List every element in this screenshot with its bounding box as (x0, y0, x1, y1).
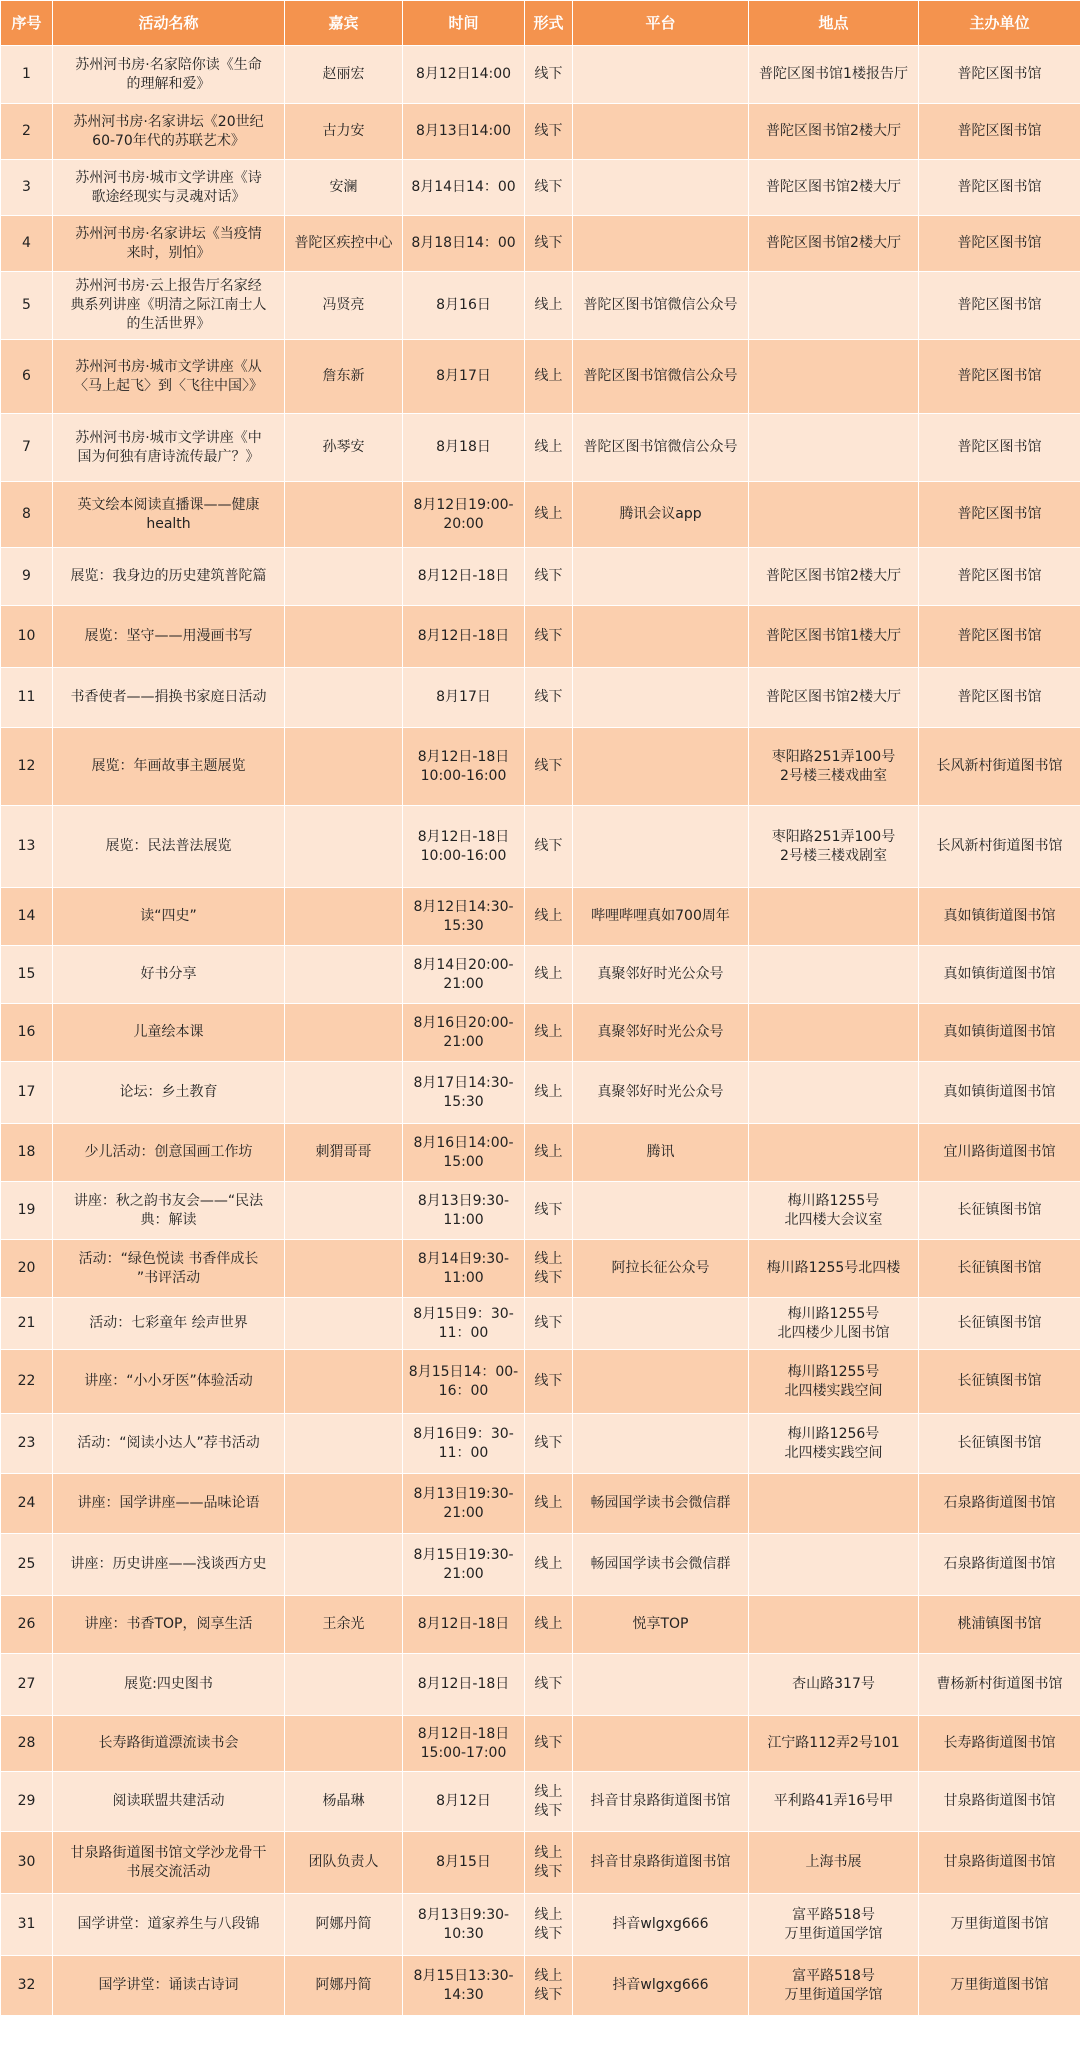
cell-host: 长征镇图书馆 (919, 1414, 1080, 1474)
cell-host: 长风新村街道图书馆 (919, 728, 1080, 806)
cell-time: 8月12日-18日 (403, 606, 525, 668)
table-row (1, 1004, 1080, 1062)
cell-platform (573, 1350, 749, 1414)
cell-guest: 杨晶琳 (285, 1772, 403, 1832)
cell-name: 讲座：国学讲座——品味论语 (53, 1474, 285, 1534)
cell-host: 长征镇图书馆 (919, 1298, 1080, 1350)
cell-platform (573, 1182, 749, 1240)
cell-host: 普陀区图书馆 (919, 160, 1080, 216)
table-row (1, 1772, 1080, 1832)
cell-form: 线下 (525, 668, 573, 728)
cell-place: 普陀区图书馆1楼报告厅 (749, 46, 919, 104)
cell-form: 线上 线下 (525, 1956, 573, 2016)
cell-no: 26 (1, 1596, 53, 1654)
cell-place (749, 1004, 919, 1062)
cell-place: 普陀区图书馆2楼大厅 (749, 104, 919, 160)
cell-name: 苏州河书房·名家讲坛《20世纪 60-70年代的苏联艺术》 (53, 104, 285, 160)
table-row (1, 340, 1080, 414)
cell-platform (573, 216, 749, 272)
cell-no: 29 (1, 1772, 53, 1832)
cell-guest: 赵丽宏 (285, 46, 403, 104)
cell-name: 活动：“阅读小达人”荐书活动 (53, 1414, 285, 1474)
cell-platform: 腾讯会议app (573, 482, 749, 548)
cell-guest (285, 1534, 403, 1596)
table-row (1, 1894, 1080, 1956)
cell-no: 8 (1, 482, 53, 548)
cell-platform: 普陀区图书馆微信公众号 (573, 414, 749, 482)
cell-no: 27 (1, 1654, 53, 1716)
cell-platform (573, 1414, 749, 1474)
cell-place: 枣阳路251弄100号 2号楼三楼戏剧室 (749, 806, 919, 888)
cell-form: 线下 (525, 216, 573, 272)
cell-name: 活动：七彩童年 绘声世界 (53, 1298, 285, 1350)
table-row (1, 1474, 1080, 1534)
cell-place: 普陀区图书馆2楼大厅 (749, 216, 919, 272)
table-row (1, 482, 1080, 548)
cell-host: 甘泉路街道图书馆 (919, 1772, 1080, 1832)
cell-form: 线下 (525, 806, 573, 888)
header-time: 时间 (403, 1, 525, 46)
cell-place: 上海书展 (749, 1832, 919, 1894)
cell-time: 8月16日9：30- 11：00 (403, 1414, 525, 1474)
cell-place (749, 272, 919, 340)
table-row (1, 1350, 1080, 1414)
cell-form: 线上 (525, 1474, 573, 1534)
cell-platform (573, 728, 749, 806)
cell-no: 2 (1, 104, 53, 160)
cell-name: 讲座：历史讲座——浅谈西方史 (53, 1534, 285, 1596)
cell-time: 8月16日20:00- 21:00 (403, 1004, 525, 1062)
cell-place: 普陀区图书馆2楼大厅 (749, 548, 919, 606)
cell-name: 论坛：乡土教育 (53, 1062, 285, 1124)
cell-form: 线上 线下 (525, 1240, 573, 1298)
cell-name: 展览：年画故事主题展览 (53, 728, 285, 806)
cell-host: 普陀区图书馆 (919, 548, 1080, 606)
cell-no: 31 (1, 1894, 53, 1956)
table-row (1, 946, 1080, 1004)
cell-host: 长征镇图书馆 (919, 1240, 1080, 1298)
cell-name: 讲座：“小小牙医”体验活动 (53, 1350, 285, 1414)
cell-guest (285, 668, 403, 728)
cell-place: 普陀区图书馆2楼大厅 (749, 668, 919, 728)
cell-form: 线上 线下 (525, 1894, 573, 1956)
cell-guest: 阿娜丹简 (285, 1956, 403, 2016)
cell-time: 8月18日14：00 (403, 216, 525, 272)
cell-platform: 抖音wlgxg666 (573, 1894, 749, 1956)
cell-time: 8月15日19:30- 21:00 (403, 1534, 525, 1596)
header-host: 主办单位 (919, 1, 1080, 46)
cell-platform (573, 668, 749, 728)
cell-form: 线下 (525, 548, 573, 606)
cell-place: 平利路41弄16号甲 (749, 1772, 919, 1832)
cell-host: 石泉路街道图书馆 (919, 1534, 1080, 1596)
cell-no: 30 (1, 1832, 53, 1894)
cell-guest (285, 1298, 403, 1350)
cell-host: 普陀区图书馆 (919, 668, 1080, 728)
cell-time: 8月12日-18日 15:00-17:00 (403, 1716, 525, 1772)
table-row (1, 806, 1080, 888)
cell-place: 梅川路1255号 北四楼大会议室 (749, 1182, 919, 1240)
cell-form: 线下 (525, 104, 573, 160)
cell-form: 线下 (525, 46, 573, 104)
cell-host: 真如镇街道图书馆 (919, 1062, 1080, 1124)
cell-host: 普陀区图书馆 (919, 104, 1080, 160)
cell-platform: 腾讯 (573, 1124, 749, 1182)
table-row (1, 548, 1080, 606)
cell-guest: 王余光 (285, 1596, 403, 1654)
cell-form: 线下 (525, 1716, 573, 1772)
table-row (1, 668, 1080, 728)
cell-platform (573, 606, 749, 668)
table-row (1, 1062, 1080, 1124)
cell-host: 真如镇街道图书馆 (919, 1004, 1080, 1062)
cell-guest (285, 806, 403, 888)
cell-platform (573, 160, 749, 216)
cell-guest (285, 482, 403, 548)
cell-host: 普陀区图书馆 (919, 340, 1080, 414)
cell-host: 桃浦镇图书馆 (919, 1596, 1080, 1654)
cell-time: 8月12日-18日 10:00-16:00 (403, 806, 525, 888)
table-row (1, 1298, 1080, 1350)
cell-host: 普陀区图书馆 (919, 216, 1080, 272)
cell-platform (573, 548, 749, 606)
cell-no: 20 (1, 1240, 53, 1298)
cell-name: 苏州河书房·城市文学讲座《从 〈马上起飞〉到〈飞往中国〉》 (53, 340, 285, 414)
header-name: 活动名称 (53, 1, 285, 46)
cell-platform: 抖音wlgxg666 (573, 1956, 749, 2016)
cell-form: 线下 (525, 1414, 573, 1474)
cell-no: 17 (1, 1062, 53, 1124)
cell-name: 展览：我身边的历史建筑普陀篇 (53, 548, 285, 606)
cell-name: 讲座：秋之韵书友会——“民法 典：解读 (53, 1182, 285, 1240)
cell-no: 13 (1, 806, 53, 888)
cell-host: 长寿路街道图书馆 (919, 1716, 1080, 1772)
cell-host: 长风新村街道图书馆 (919, 806, 1080, 888)
table-row (1, 1534, 1080, 1596)
cell-guest (285, 946, 403, 1004)
cell-place (749, 1124, 919, 1182)
table-row (1, 1414, 1080, 1474)
cell-time: 8月12日 (403, 1772, 525, 1832)
cell-form: 线上 (525, 414, 573, 482)
table-row (1, 606, 1080, 668)
cell-form: 线上 线下 (525, 1832, 573, 1894)
cell-host: 普陀区图书馆 (919, 46, 1080, 104)
cell-time: 8月18日 (403, 414, 525, 482)
cell-guest (285, 888, 403, 946)
cell-guest (285, 728, 403, 806)
cell-name: 甘泉路街道图书馆文学沙龙骨干 书展交流活动 (53, 1832, 285, 1894)
cell-no: 24 (1, 1474, 53, 1534)
cell-guest: 冯贤亮 (285, 272, 403, 340)
cell-time: 8月14日14：00 (403, 160, 525, 216)
cell-form: 线下 (525, 1654, 573, 1716)
cell-place: 普陀区图书馆2楼大厅 (749, 160, 919, 216)
cell-no: 25 (1, 1534, 53, 1596)
cell-no: 22 (1, 1350, 53, 1414)
table-row (1, 1596, 1080, 1654)
table-row (1, 1124, 1080, 1182)
header-platform: 平台 (573, 1, 749, 46)
cell-time: 8月14日20:00- 21:00 (403, 946, 525, 1004)
cell-name: 苏州河书房·名家讲坛《当疫情 来时，别怕》 (53, 216, 285, 272)
cell-name: 展览:四史图书 (53, 1654, 285, 1716)
cell-platform (573, 806, 749, 888)
cell-no: 7 (1, 414, 53, 482)
cell-host: 石泉路街道图书馆 (919, 1474, 1080, 1534)
cell-guest (285, 1062, 403, 1124)
header-form: 形式 (525, 1, 573, 46)
cell-platform: 普陀区图书馆微信公众号 (573, 272, 749, 340)
cell-guest: 阿娜丹简 (285, 1894, 403, 1956)
cell-time: 8月17日 (403, 340, 525, 414)
cell-platform: 抖音甘泉路街道图书馆 (573, 1832, 749, 1894)
table-row (1, 160, 1080, 216)
cell-host: 甘泉路街道图书馆 (919, 1832, 1080, 1894)
cell-guest: 普陀区疾控中心 (285, 216, 403, 272)
cell-time: 8月12日-18日 (403, 1596, 525, 1654)
cell-time: 8月13日9:30- 10:30 (403, 1894, 525, 1956)
cell-time: 8月14日9:30- 11:00 (403, 1240, 525, 1298)
cell-place (749, 888, 919, 946)
cell-host: 普陀区图书馆 (919, 272, 1080, 340)
cell-platform: 真聚邻好时光公众号 (573, 946, 749, 1004)
cell-host: 宜川路街道图书馆 (919, 1124, 1080, 1182)
table-row (1, 1956, 1080, 2016)
cell-no: 14 (1, 888, 53, 946)
cell-form: 线上 (525, 888, 573, 946)
table-row (1, 1182, 1080, 1240)
table-row (1, 888, 1080, 946)
cell-place: 梅川路1255号 北四楼少儿图书馆 (749, 1298, 919, 1350)
cell-time: 8月12日14:00 (403, 46, 525, 104)
cell-host: 万里街道图书馆 (919, 1894, 1080, 1956)
cell-name: 好书分享 (53, 946, 285, 1004)
cell-time: 8月17日14:30- 15:30 (403, 1062, 525, 1124)
cell-name: 少儿活动：创意国画工作坊 (53, 1124, 285, 1182)
cell-name: 阅读联盟共建活动 (53, 1772, 285, 1832)
cell-no: 16 (1, 1004, 53, 1062)
cell-platform (573, 1654, 749, 1716)
cell-guest: 团队负责人 (285, 1832, 403, 1894)
cell-form: 线上 (525, 1124, 573, 1182)
cell-platform: 真聚邻好时光公众号 (573, 1004, 749, 1062)
cell-no: 4 (1, 216, 53, 272)
cell-name: 英文绘本阅读直播课——健康 health (53, 482, 285, 548)
cell-place (749, 1534, 919, 1596)
cell-host: 长征镇图书馆 (919, 1350, 1080, 1414)
table-header-row (1, 1, 1080, 46)
table-row (1, 414, 1080, 482)
cell-time: 8月12日-18日 (403, 1654, 525, 1716)
cell-time: 8月12日14:30- 15:30 (403, 888, 525, 946)
cell-form: 线上 线下 (525, 1772, 573, 1832)
cell-host: 真如镇街道图书馆 (919, 888, 1080, 946)
cell-form: 线下 (525, 1298, 573, 1350)
cell-name: 展览：坚守——用漫画书写 (53, 606, 285, 668)
cell-platform (573, 104, 749, 160)
cell-guest: 詹东新 (285, 340, 403, 414)
cell-place (749, 946, 919, 1004)
cell-no: 3 (1, 160, 53, 216)
table-row (1, 1240, 1080, 1298)
cell-name: 苏州河书房·云上报告厅名家经 典系列讲座《明清之际江南士人 的生活世界》 (53, 272, 285, 340)
cell-place (749, 482, 919, 548)
cell-form: 线下 (525, 160, 573, 216)
table-row (1, 216, 1080, 272)
cell-platform: 哔哩哔哩真如700周年 (573, 888, 749, 946)
cell-guest (285, 1182, 403, 1240)
cell-no: 5 (1, 272, 53, 340)
cell-platform: 真聚邻好时光公众号 (573, 1062, 749, 1124)
cell-place: 梅川路1255号 北四楼实践空间 (749, 1350, 919, 1414)
cell-place: 普陀区图书馆1楼大厅 (749, 606, 919, 668)
cell-guest (285, 606, 403, 668)
cell-no: 18 (1, 1124, 53, 1182)
cell-name: 国学讲堂：诵读古诗词 (53, 1956, 285, 2016)
cell-place (749, 414, 919, 482)
cell-name: 长寿路街道漂流读书会 (53, 1716, 285, 1772)
cell-host: 曹杨新村街道图书馆 (919, 1654, 1080, 1716)
cell-guest (285, 1350, 403, 1414)
cell-time: 8月16日 (403, 272, 525, 340)
cell-platform (573, 46, 749, 104)
cell-no: 10 (1, 606, 53, 668)
cell-form: 线上 (525, 272, 573, 340)
cell-place: 枣阳路251弄100号 2号楼三楼戏曲室 (749, 728, 919, 806)
cell-no: 28 (1, 1716, 53, 1772)
cell-name: 苏州河书房·城市文学讲座《中 国为何独有唐诗流传最广？》 (53, 414, 285, 482)
cell-no: 6 (1, 340, 53, 414)
cell-place: 梅川路1256号 北四楼实践空间 (749, 1414, 919, 1474)
cell-guest: 孙琴安 (285, 414, 403, 482)
cell-guest: 古力安 (285, 104, 403, 160)
cell-name: 书香使者——捐换书家庭日活动 (53, 668, 285, 728)
cell-host: 真如镇街道图书馆 (919, 946, 1080, 1004)
cell-no: 21 (1, 1298, 53, 1350)
cell-time: 8月12日-18日 10:00-16:00 (403, 728, 525, 806)
cell-host: 长征镇图书馆 (919, 1182, 1080, 1240)
cell-guest (285, 548, 403, 606)
table-row (1, 46, 1080, 104)
header-guest: 嘉宾 (285, 1, 403, 46)
cell-platform: 抖音甘泉路街道图书馆 (573, 1772, 749, 1832)
cell-platform: 普陀区图书馆微信公众号 (573, 340, 749, 414)
cell-name: 儿童绘本课 (53, 1004, 285, 1062)
cell-name: 国学讲堂：道家养生与八段锦 (53, 1894, 285, 1956)
cell-no: 15 (1, 946, 53, 1004)
cell-place: 江宁路112弄2号101 (749, 1716, 919, 1772)
table-body (1, 46, 1080, 2016)
cell-place (749, 340, 919, 414)
cell-form: 线上 (525, 1062, 573, 1124)
cell-form: 线下 (525, 606, 573, 668)
cell-guest (285, 1654, 403, 1716)
cell-platform: 悦享TOP (573, 1596, 749, 1654)
cell-host: 普陀区图书馆 (919, 482, 1080, 548)
table-row (1, 1832, 1080, 1894)
cell-place: 富平路518号 万里街道国学馆 (749, 1956, 919, 2016)
cell-form: 线上 (525, 340, 573, 414)
cell-no: 23 (1, 1414, 53, 1474)
cell-time: 8月15日 (403, 1832, 525, 1894)
cell-no: 19 (1, 1182, 53, 1240)
cell-platform: 阿拉长征公众号 (573, 1240, 749, 1298)
cell-place: 梅川路1255号北四楼 (749, 1240, 919, 1298)
cell-time: 8月17日 (403, 668, 525, 728)
cell-place (749, 1062, 919, 1124)
cell-form: 线上 (525, 1596, 573, 1654)
cell-guest (285, 1716, 403, 1772)
cell-guest (285, 1414, 403, 1474)
cell-guest (285, 1474, 403, 1534)
table-row (1, 104, 1080, 160)
cell-form: 线上 (525, 482, 573, 548)
cell-time: 8月12日19:00- 20:00 (403, 482, 525, 548)
cell-host: 普陀区图书馆 (919, 414, 1080, 482)
cell-form: 线下 (525, 1182, 573, 1240)
table-row (1, 272, 1080, 340)
cell-time: 8月13日9:30- 11:00 (403, 1182, 525, 1240)
header-no: 序号 (1, 1, 53, 46)
table-row (1, 1716, 1080, 1772)
cell-no: 9 (1, 548, 53, 606)
cell-no: 11 (1, 668, 53, 728)
cell-time: 8月13日14:00 (403, 104, 525, 160)
table-row (1, 1654, 1080, 1716)
cell-place: 富平路518号 万里街道国学馆 (749, 1894, 919, 1956)
cell-form: 线上 (525, 1004, 573, 1062)
cell-name: 苏州河书房·城市文学讲座《诗 歌途经现实与灵魂对话》 (53, 160, 285, 216)
cell-platform: 畅园国学读书会微信群 (573, 1474, 749, 1534)
table-row (1, 728, 1080, 806)
cell-time: 8月15日14：00- 16：00 (403, 1350, 525, 1414)
cell-time: 8月16日14:00- 15:00 (403, 1124, 525, 1182)
cell-platform: 畅园国学读书会微信群 (573, 1534, 749, 1596)
cell-name: 展览：民法普法展览 (53, 806, 285, 888)
cell-no: 12 (1, 728, 53, 806)
cell-time: 8月15日13:30- 14:30 (403, 1956, 525, 2016)
header-place: 地点 (749, 1, 919, 46)
cell-form: 线上 (525, 946, 573, 1004)
cell-host: 普陀区图书馆 (919, 606, 1080, 668)
cell-time: 8月13日19:30- 21:00 (403, 1474, 525, 1534)
cell-place (749, 1596, 919, 1654)
cell-form: 线上 (525, 1534, 573, 1596)
cell-name: 读“四史” (53, 888, 285, 946)
cell-name: 活动：“绿色悦读 书香伴成长 ”书评活动 (53, 1240, 285, 1298)
cell-place: 杏山路317号 (749, 1654, 919, 1716)
cell-no: 32 (1, 1956, 53, 2016)
cell-no: 1 (1, 46, 53, 104)
cell-guest: 刺猬哥哥 (285, 1124, 403, 1182)
cell-name: 讲座：书香TOP，阅享生活 (53, 1596, 285, 1654)
cell-host: 万里街道图书馆 (919, 1956, 1080, 2016)
cell-guest: 安澜 (285, 160, 403, 216)
cell-platform (573, 1716, 749, 1772)
cell-time: 8月15日9：30- 11：00 (403, 1298, 525, 1350)
cell-place (749, 1474, 919, 1534)
cell-guest (285, 1240, 403, 1298)
cell-time: 8月12日-18日 (403, 548, 525, 606)
cell-platform (573, 1298, 749, 1350)
cell-form: 线下 (525, 728, 573, 806)
cell-guest (285, 1004, 403, 1062)
cell-form: 线下 (525, 1350, 573, 1414)
cell-name: 苏州河书房·名家陪你读《生命 的理解和爱》 (53, 46, 285, 104)
